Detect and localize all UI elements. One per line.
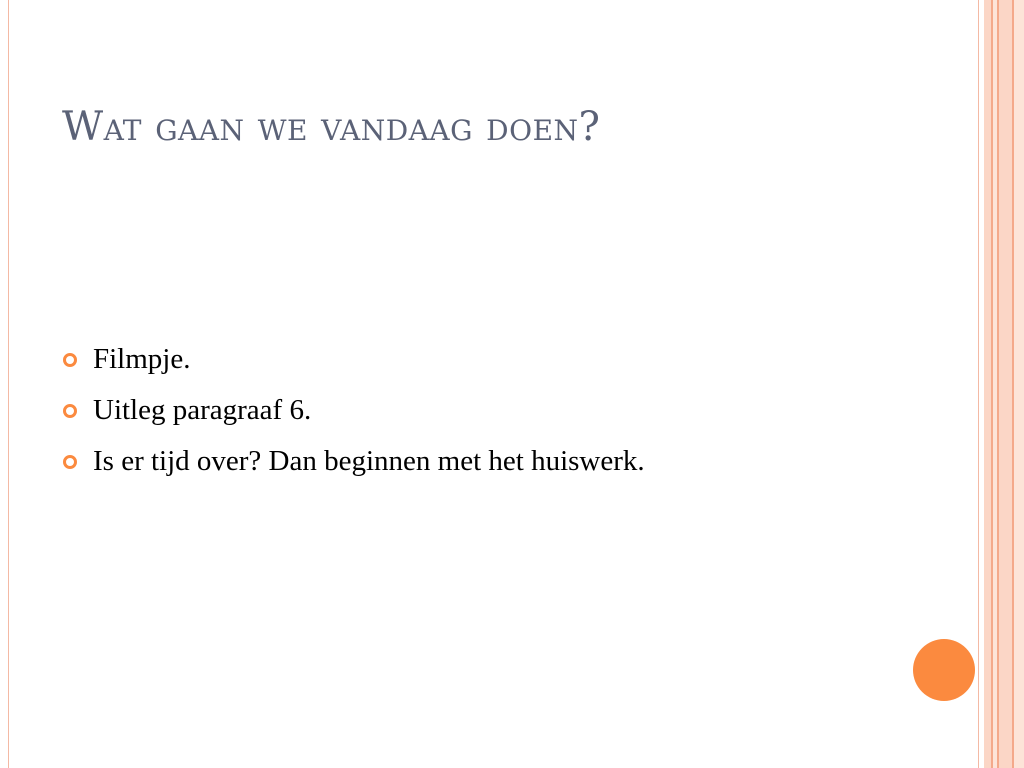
bullet-list xyxy=(62,334,645,487)
bullet-item xyxy=(62,436,645,487)
slide-title: Wat gaan we vandaag doen? xyxy=(62,104,601,150)
right-border-stripe xyxy=(984,0,991,768)
left-border-line xyxy=(8,0,9,768)
bullet-text: Uitleg paragraaf 6. xyxy=(93,394,312,426)
right-border-stripe xyxy=(999,0,1012,768)
bullet-text: Filmpje. xyxy=(93,343,191,375)
orange-circle-decoration xyxy=(913,639,975,701)
right-border-stripe xyxy=(978,0,979,768)
bullet-item xyxy=(62,385,645,436)
ring-bullet-icon xyxy=(62,403,78,419)
right-border-stripe xyxy=(1014,0,1024,768)
ring-bullet-icon xyxy=(62,454,78,470)
bullet-text: Is er tijd over? Dan beginnen met het huiswerk. xyxy=(93,445,645,477)
ring-bullet-icon xyxy=(62,352,78,368)
bullet-item xyxy=(62,334,645,385)
